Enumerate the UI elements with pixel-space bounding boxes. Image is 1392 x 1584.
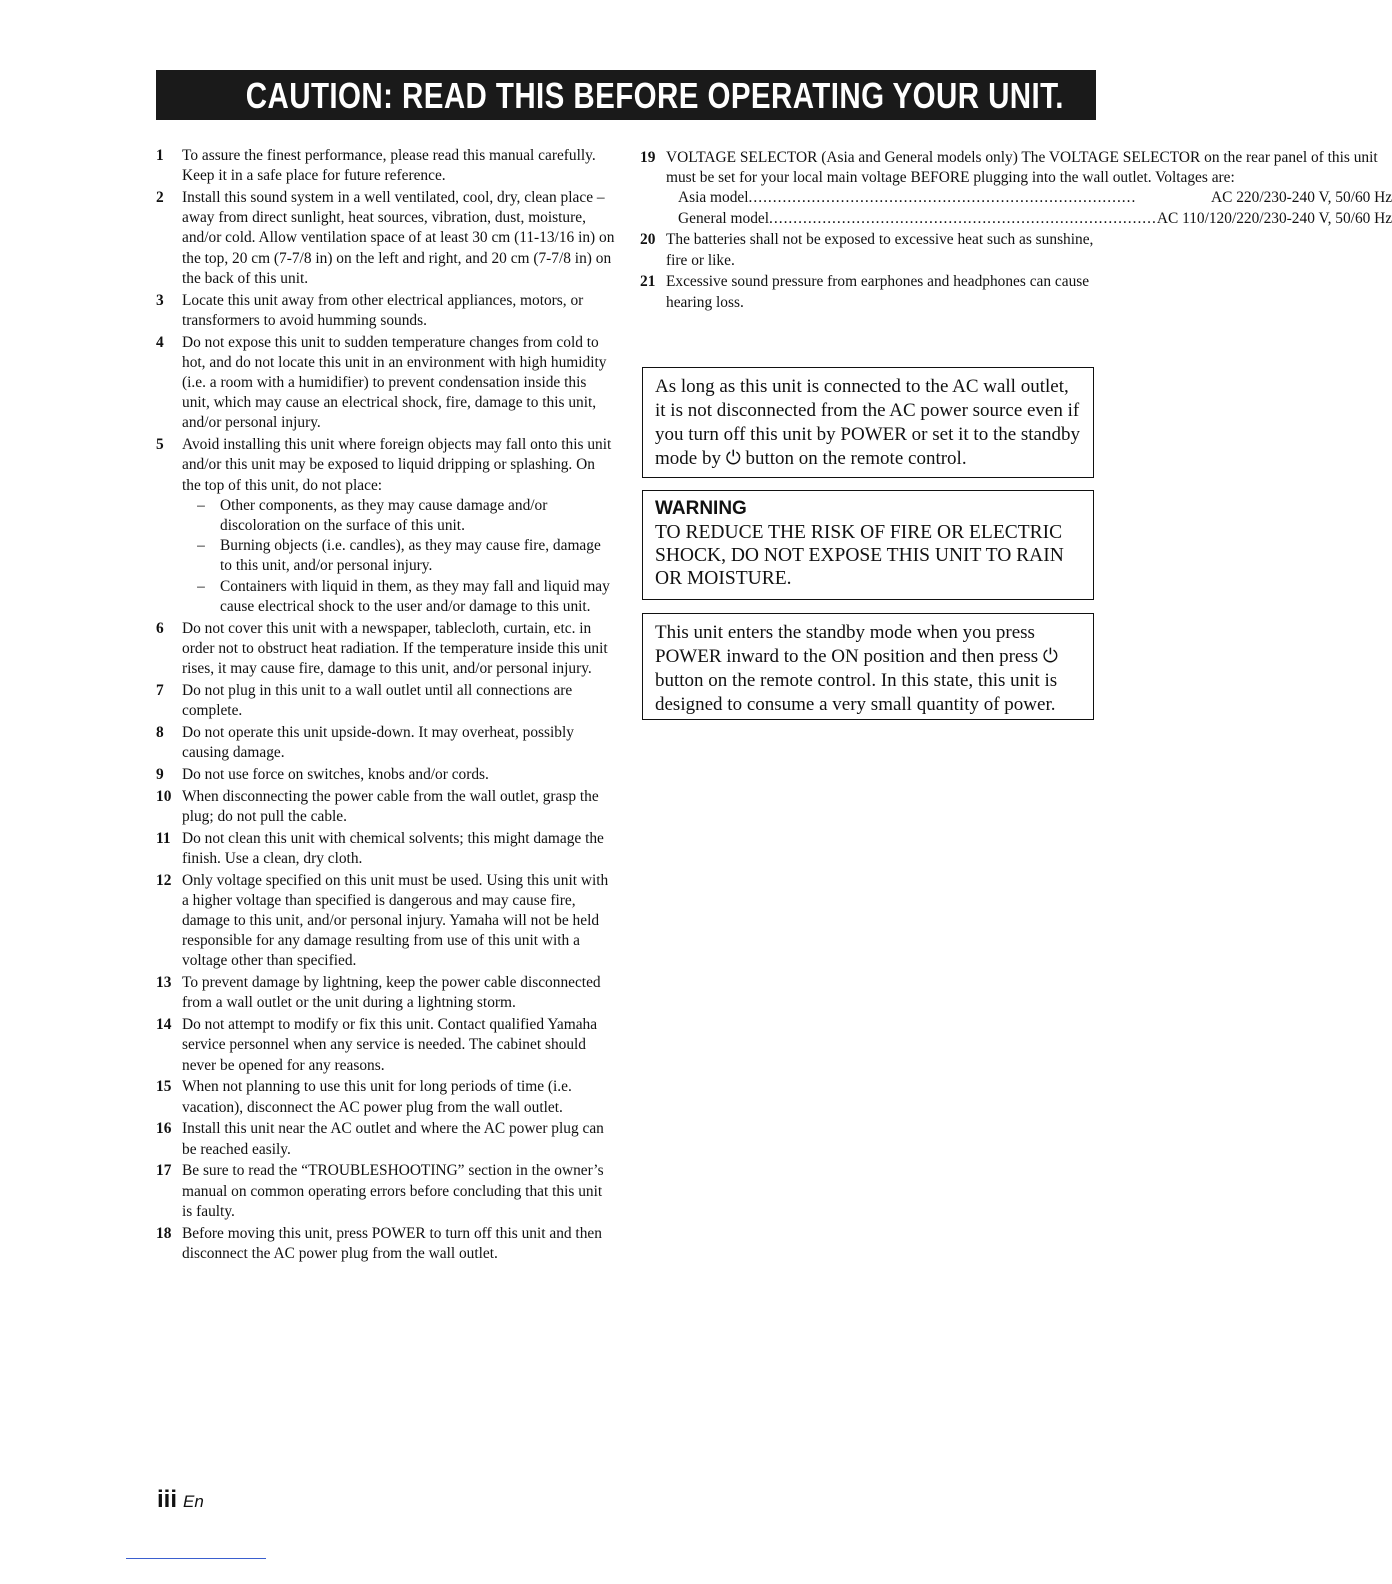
item-text: VOLTAGE SELECTOR (Asia and General models only) The VOLTAGE SELECTOR on the rear panel of this unit must be set for your local main voltage BEFORE plugging into the wall outlet. Voltages are: bbox=[666, 149, 1378, 187]
caution-list-left bbox=[156, 146, 616, 1266]
warning-text: TO REDUCE THE RISK OF FIRE OR ELECTRIC SHOCK, DO NOT EXPOSE THIS UNIT TO RAIN OR MOISTURE. bbox=[655, 522, 1064, 589]
list-item bbox=[156, 619, 616, 680]
standby-notice-box bbox=[642, 613, 1094, 720]
item-number: 14 bbox=[156, 1016, 172, 1034]
power-notice-text: As long as this unit is connected to the AC wall outlet, it is not disconnected from the AC power source even if you turn off this unit by POWER or set it to the standby mode by ⏻ button on the remote control. bbox=[655, 376, 1081, 469]
item-number: 12 bbox=[156, 871, 172, 889]
list-item bbox=[156, 681, 616, 721]
sub-item bbox=[182, 496, 616, 536]
sub-item bbox=[182, 536, 616, 576]
item-text: Install this sound system in a well ventilated, cool, dry, clean place – away from direct sunlight, heat sources, vibration, dust, moisture, and/or cold. Allow ventilation space of at least 30 cm (11-13/16 in) on the top, 20 cm (7-7/8 in) on the left and right, and 20 cm (7-7/8 in) on the back of this unit. bbox=[182, 189, 615, 287]
item-text: To prevent damage by lightning, keep the power cable disconnected from a wall outlet or the unit during a lightning storm. bbox=[182, 974, 601, 1012]
item-number: 16 bbox=[156, 1120, 172, 1138]
item-number: 17 bbox=[156, 1162, 172, 1180]
caution-banner bbox=[156, 70, 1096, 120]
item-number: 15 bbox=[156, 1078, 172, 1096]
item-number: 19 bbox=[640, 149, 656, 166]
list-item bbox=[156, 188, 616, 289]
item-text: Do not clean this unit with chemical solvents; this might damage the finish. Use a clean, dry cloth. bbox=[182, 829, 604, 867]
sub-item bbox=[182, 577, 616, 617]
leader-dots: ................................................................................ bbox=[769, 209, 1157, 227]
voltage-value: AC 220/230-240 V, 50/60 Hz bbox=[1211, 189, 1392, 207]
item-number: 2 bbox=[156, 189, 164, 206]
item-text: Do not plug in this unit to a wall outlet until all connections are complete. bbox=[182, 681, 573, 720]
item-number: 11 bbox=[156, 829, 171, 847]
warning-title: WARNING bbox=[655, 498, 747, 519]
item-number: 3 bbox=[156, 291, 164, 309]
item-text: Do not attempt to modify or fix this unit. Contact qualified Yamaha service personnel when any service is needed. The cabinet should never be opened for any reasons. bbox=[182, 1016, 598, 1074]
power-notice-box bbox=[642, 367, 1094, 478]
item-text: Before moving this unit, press POWER to turn off this unit and then disconnect the AC power plug from the wall outlet. bbox=[182, 1224, 602, 1262]
item-number: 5 bbox=[156, 436, 164, 454]
list-item bbox=[156, 146, 616, 186]
item-text: The batteries shall not be exposed to excessive heat such as sunshine, fire or like. bbox=[666, 231, 1094, 269]
list-item bbox=[156, 1119, 616, 1159]
item-text: Only voltage specified on this unit must be used. Using this unit with a higher voltage than specified is dangerous and may cause fire, damage to this unit, and/or personal injury. Yamaha will not be held responsible for any damage resulting from use of this unit with a voltage other than specified. bbox=[182, 871, 609, 970]
list-item bbox=[640, 148, 1392, 229]
page-number: iii bbox=[157, 1486, 178, 1513]
list-item bbox=[640, 230, 1096, 270]
item-text: Install this unit near the AC outlet and where the AC power plug can be reached easily. bbox=[182, 1120, 604, 1158]
voltage-model: General model bbox=[678, 209, 770, 227]
item-number: 13 bbox=[156, 974, 172, 992]
item-number: 7 bbox=[156, 681, 164, 699]
item-text: Avoid installing this unit where foreign objects may fall onto this unit and/or this unit may be exposed to liquid dripping or splashing. On the top of this unit, do not place: bbox=[182, 436, 612, 494]
item-text: When not planning to use this unit for long periods of time (i.e. vacation), disconnect the AC power plug from the wall outlet. bbox=[182, 1078, 572, 1116]
item-text: Be sure to read the “TROUBLESHOOTING” section in the owner’s manual on common operating errors before concluding that this unit is faulty. bbox=[182, 1162, 604, 1220]
standby-notice-text: This unit enters the standby mode when you press POWER inward to the ON position and then press ⏻ button on the remote control. In this state, this unit is designed to consume a very small quantity of power. bbox=[655, 622, 1058, 715]
list-item bbox=[156, 765, 616, 785]
item-number: 1 bbox=[156, 147, 164, 164]
list-item bbox=[156, 1161, 616, 1222]
item-number: 10 bbox=[156, 787, 172, 805]
list-item bbox=[156, 435, 616, 617]
list-item bbox=[156, 333, 616, 434]
caution-list-right bbox=[640, 148, 1392, 314]
list-item bbox=[156, 1077, 616, 1117]
list-item bbox=[156, 871, 616, 972]
item-number: 21 bbox=[640, 273, 656, 291]
item-text: Locate this unit away from other electrical appliances, motors, or transformers to avoid humming sounds. bbox=[182, 291, 584, 329]
list-item bbox=[156, 1224, 616, 1264]
voltage-row bbox=[666, 209, 1392, 229]
voltage-value: AC 110/120/220/230-240 V, 50/60 Hz bbox=[1156, 209, 1392, 227]
sub-item-text: Other components, as they may cause damage and/or discoloration on the surface of this unit. bbox=[220, 496, 548, 535]
list-item bbox=[156, 829, 616, 869]
item-number: 20 bbox=[640, 231, 656, 249]
dash-bullet: – bbox=[197, 577, 205, 595]
list-item bbox=[156, 291, 616, 331]
leader-dots: ................................................................................ bbox=[748, 189, 1137, 207]
voltage-model: Asia model bbox=[678, 189, 749, 207]
sub-item-text: Containers with liquid in them, as they may fall and liquid may cause electrical shock to the user and/or damage to this unit. bbox=[220, 577, 610, 615]
dash-bullet: – bbox=[197, 496, 205, 514]
language-code: En bbox=[183, 1492, 204, 1511]
page-footer bbox=[157, 1486, 204, 1514]
voltage-row bbox=[666, 188, 1392, 208]
item-number: 18 bbox=[156, 1224, 172, 1242]
item-text: Do not expose this unit to sudden temperature changes from cold to hot, and do not locate this unit in an environment with high humidity (i.e. a room with a humidifier) to prevent condensation inside this unit, which may cause an electrical shock, fire, damage to this unit, and/or personal injury. bbox=[182, 333, 607, 432]
page-title: CAUTION: READ THIS BEFORE OPERATING YOUR UNIT. bbox=[245, 75, 1064, 116]
item-text: Excessive sound pressure from earphones and headphones can cause hearing loss. bbox=[666, 273, 1090, 311]
item-text: Do not use force on switches, knobs and/or cords. bbox=[182, 765, 489, 783]
item-number: 4 bbox=[156, 333, 164, 351]
sub-item-text: Burning objects (i.e. candles), as they may cause fire, damage to this unit, and/or personal injury. bbox=[220, 537, 601, 575]
dash-bullet: – bbox=[197, 537, 205, 555]
item-text: When disconnecting the power cable from the wall outlet, grasp the plug; do not pull the cable. bbox=[182, 787, 599, 825]
footnote-rule bbox=[126, 1558, 266, 1559]
item-text: Do not cover this unit with a newspaper, tablecloth, curtain, etc. in order not to obstruct heat radiation. If the temperature inside this unit rises, it may cause fire, damage to this unit, and/or personal injury. bbox=[182, 619, 608, 678]
item-text: Do not operate this unit upside-down. It may overheat, possibly causing damage. bbox=[182, 723, 574, 762]
item-number: 8 bbox=[156, 723, 164, 741]
item-number: 9 bbox=[156, 765, 164, 783]
item-number: 6 bbox=[156, 619, 164, 637]
list-item bbox=[156, 1015, 616, 1076]
item-text: To assure the finest performance, please read this manual carefully. Keep it in a safe place for future reference. bbox=[182, 147, 596, 185]
list-item bbox=[156, 787, 616, 827]
warning-box bbox=[642, 490, 1094, 600]
list-item bbox=[156, 723, 616, 763]
list-item bbox=[156, 973, 616, 1013]
list-item bbox=[640, 272, 1096, 312]
